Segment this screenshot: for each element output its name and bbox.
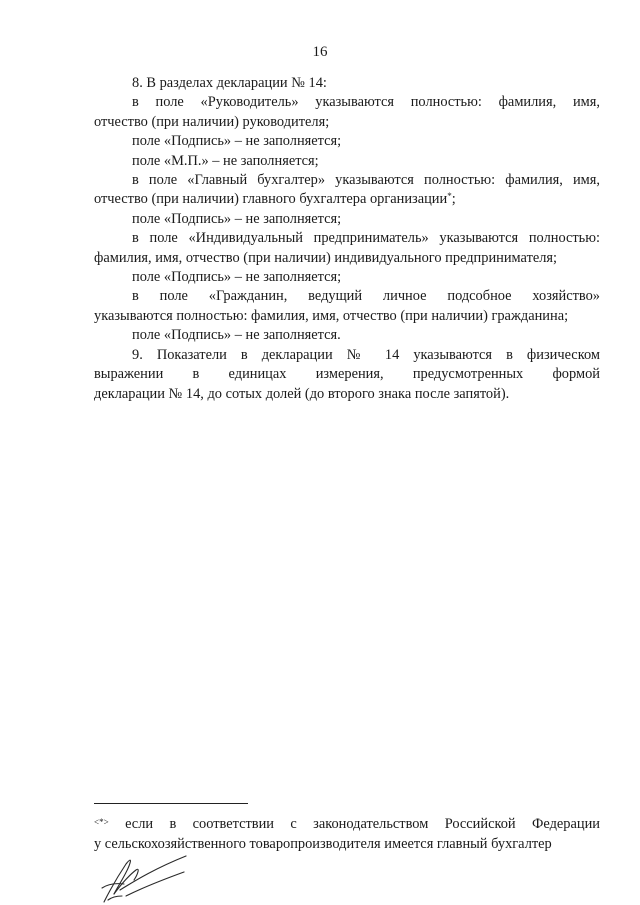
paragraph-chief-accountant-line2: [94, 190, 600, 209]
paragraph-section-9-line1: 9. Показатели в декларации № 14 указываются в физическом: [132, 346, 600, 363]
footnote-text-1: если в соответствии с законодательством Российской Федерации: [125, 816, 600, 832]
paragraph-citizen-line1: в поле «Гражданин, ведущий личное подсобное хозяйство»: [132, 288, 600, 305]
paragraph-stamp: поле «М.П.» – не заполняется;: [132, 152, 319, 169]
footnote-marker: <*>: [94, 817, 109, 827]
paragraph-citizen-line2: указываются полностью: фамилия, имя, отчество (при наличии) гражданина;: [94, 307, 569, 324]
footnote-divider: [94, 803, 248, 804]
paragraph-entrepreneur-line1: в поле «Индивидуальный предприниматель» указываются полностью:: [132, 230, 600, 247]
paragraph-section-9-line3: декларации № 14, до сотых долей (до второго знака после запятой).: [94, 385, 510, 402]
document-body: [94, 74, 600, 404]
paragraph-signature-4: поле «Подпись» – не заполняется.: [132, 327, 341, 344]
paragraph-manager-line1: в поле «Руководитель» указываются полностью: фамилия, имя,: [132, 94, 600, 111]
paragraph-chief-accountant-line1: в поле «Главный бухгалтер» указываются полностью: фамилия, имя,: [132, 172, 600, 189]
chief-accountant-end: ;: [451, 191, 456, 208]
chief-accountant-text: отчество (при наличии) главного бухгалтера организации: [94, 191, 448, 208]
paragraph-section-9-line2: выражении в единицах измерения, предусмотренных формой: [94, 366, 600, 383]
paragraph-entrepreneur-line2: фамилия, имя, отчество (при наличии) индивидуального предпринимателя;: [94, 249, 558, 266]
page-number: 16: [312, 44, 328, 60]
footnote: [94, 815, 600, 854]
paragraph-signature-1: поле «Подпись» – не заполняется;: [132, 133, 342, 150]
paragraph-signature-3: поле «Подпись» – не заполняется;: [132, 269, 342, 286]
footnote-line2: у сельскохозяйственного товаропроизводителя имеется главный бухгалтер: [94, 835, 552, 852]
handwritten-signature: [96, 850, 196, 905]
paragraph-signature-2: поле «Подпись» – не заполняется;: [132, 210, 342, 227]
paragraph-section-8: 8. В разделах декларации № 14:: [132, 75, 327, 91]
paragraph-manager-line2: отчество (при наличии) руководителя;: [94, 113, 330, 130]
footnote-reference-mark: *: [447, 191, 452, 202]
footnote-line1: [94, 815, 600, 835]
